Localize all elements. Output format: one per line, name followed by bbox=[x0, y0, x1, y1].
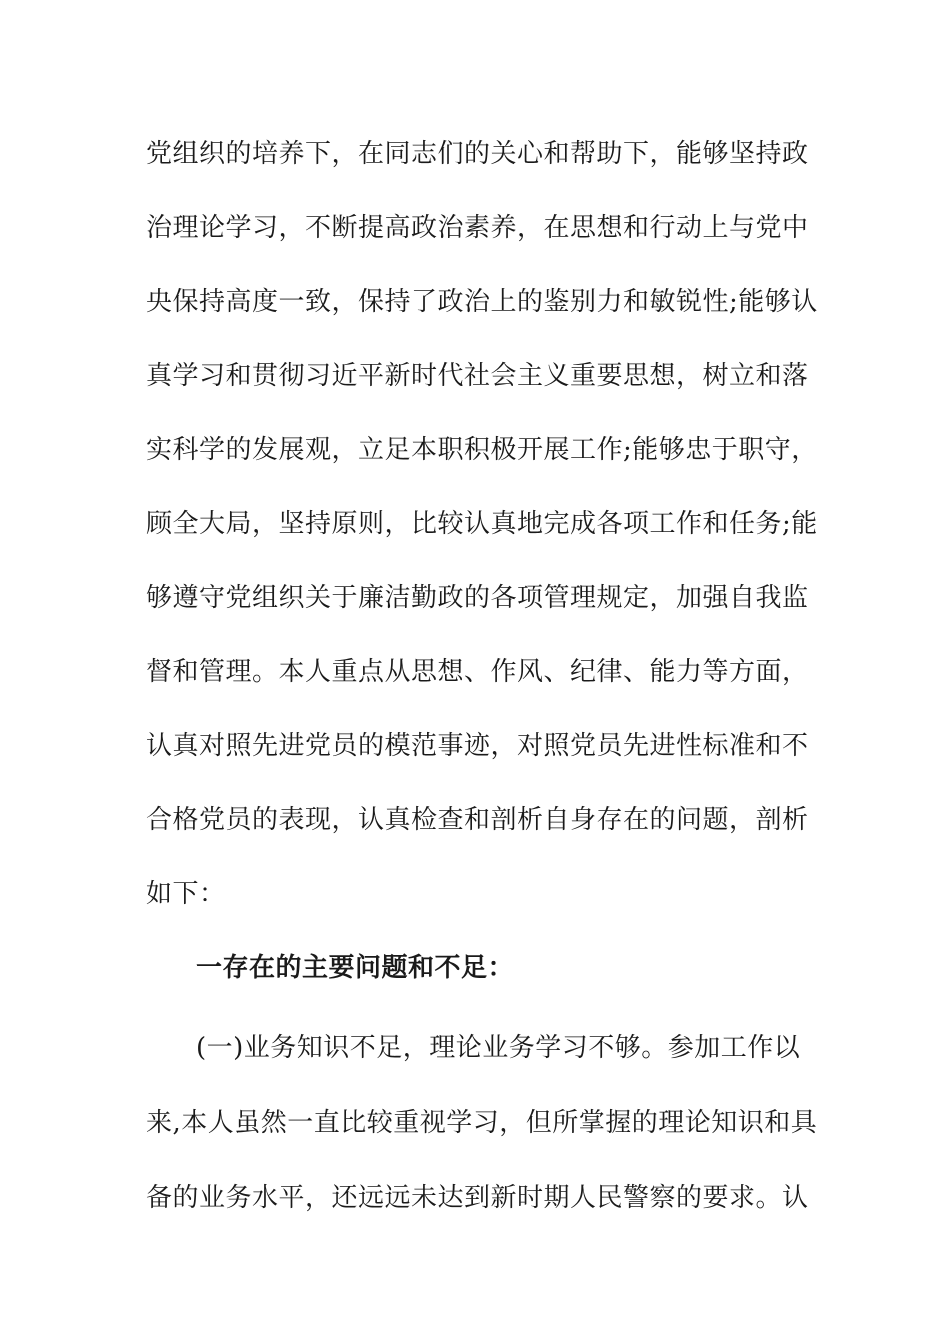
body-text-line: 真学习和贯彻习近平新时代社会主义重要思想，树立和落 bbox=[146, 361, 809, 391]
body-text-line: 督和管理。本人重点从思想、作风、纪律、能力等方面， bbox=[146, 657, 809, 687]
body-text-line: 如下： bbox=[146, 879, 226, 909]
body-text-line: 合格党员的表现，认真检查和剖析自身存在的问题，剖析 bbox=[146, 805, 809, 835]
body-text-line: 治理论学习，不断提高政治素养，在思想和行动上与党中 bbox=[146, 213, 809, 243]
subsection-first-line: (一)业务知识不足，理论业务学习不够。参加工作以 bbox=[196, 1033, 801, 1063]
body-text-line: 认真对照先进党员的模范事迹，对照党员先进性标准和不 bbox=[146, 731, 809, 761]
body-text-line: 党组织的培养下，在同志们的关心和帮助下，能够坚持政 bbox=[146, 139, 809, 169]
body-text-line: 来,本人虽然一直比较重视学习，但所掌握的理论知识和具 bbox=[146, 1108, 818, 1138]
section-heading: 一存在的主要问题和不足： bbox=[196, 953, 515, 983]
body-text-line: 顾全大局，坚持原则，比较认真地完成各项工作和任务;能 bbox=[146, 509, 818, 539]
body-text-line: 实科学的发展观，立足本职积极开展工作;能够忠于职守， bbox=[146, 435, 818, 465]
body-text-line: 备的业务水平，还远远未达到新时期人民警察的要求。认 bbox=[146, 1183, 809, 1213]
body-text-line: 央保持高度一致，保持了政治上的鉴别力和敏锐性;能够认 bbox=[146, 287, 818, 317]
body-text-line: 够遵守党组织关于廉洁勤政的各项管理规定，加强自我监 bbox=[146, 583, 809, 613]
